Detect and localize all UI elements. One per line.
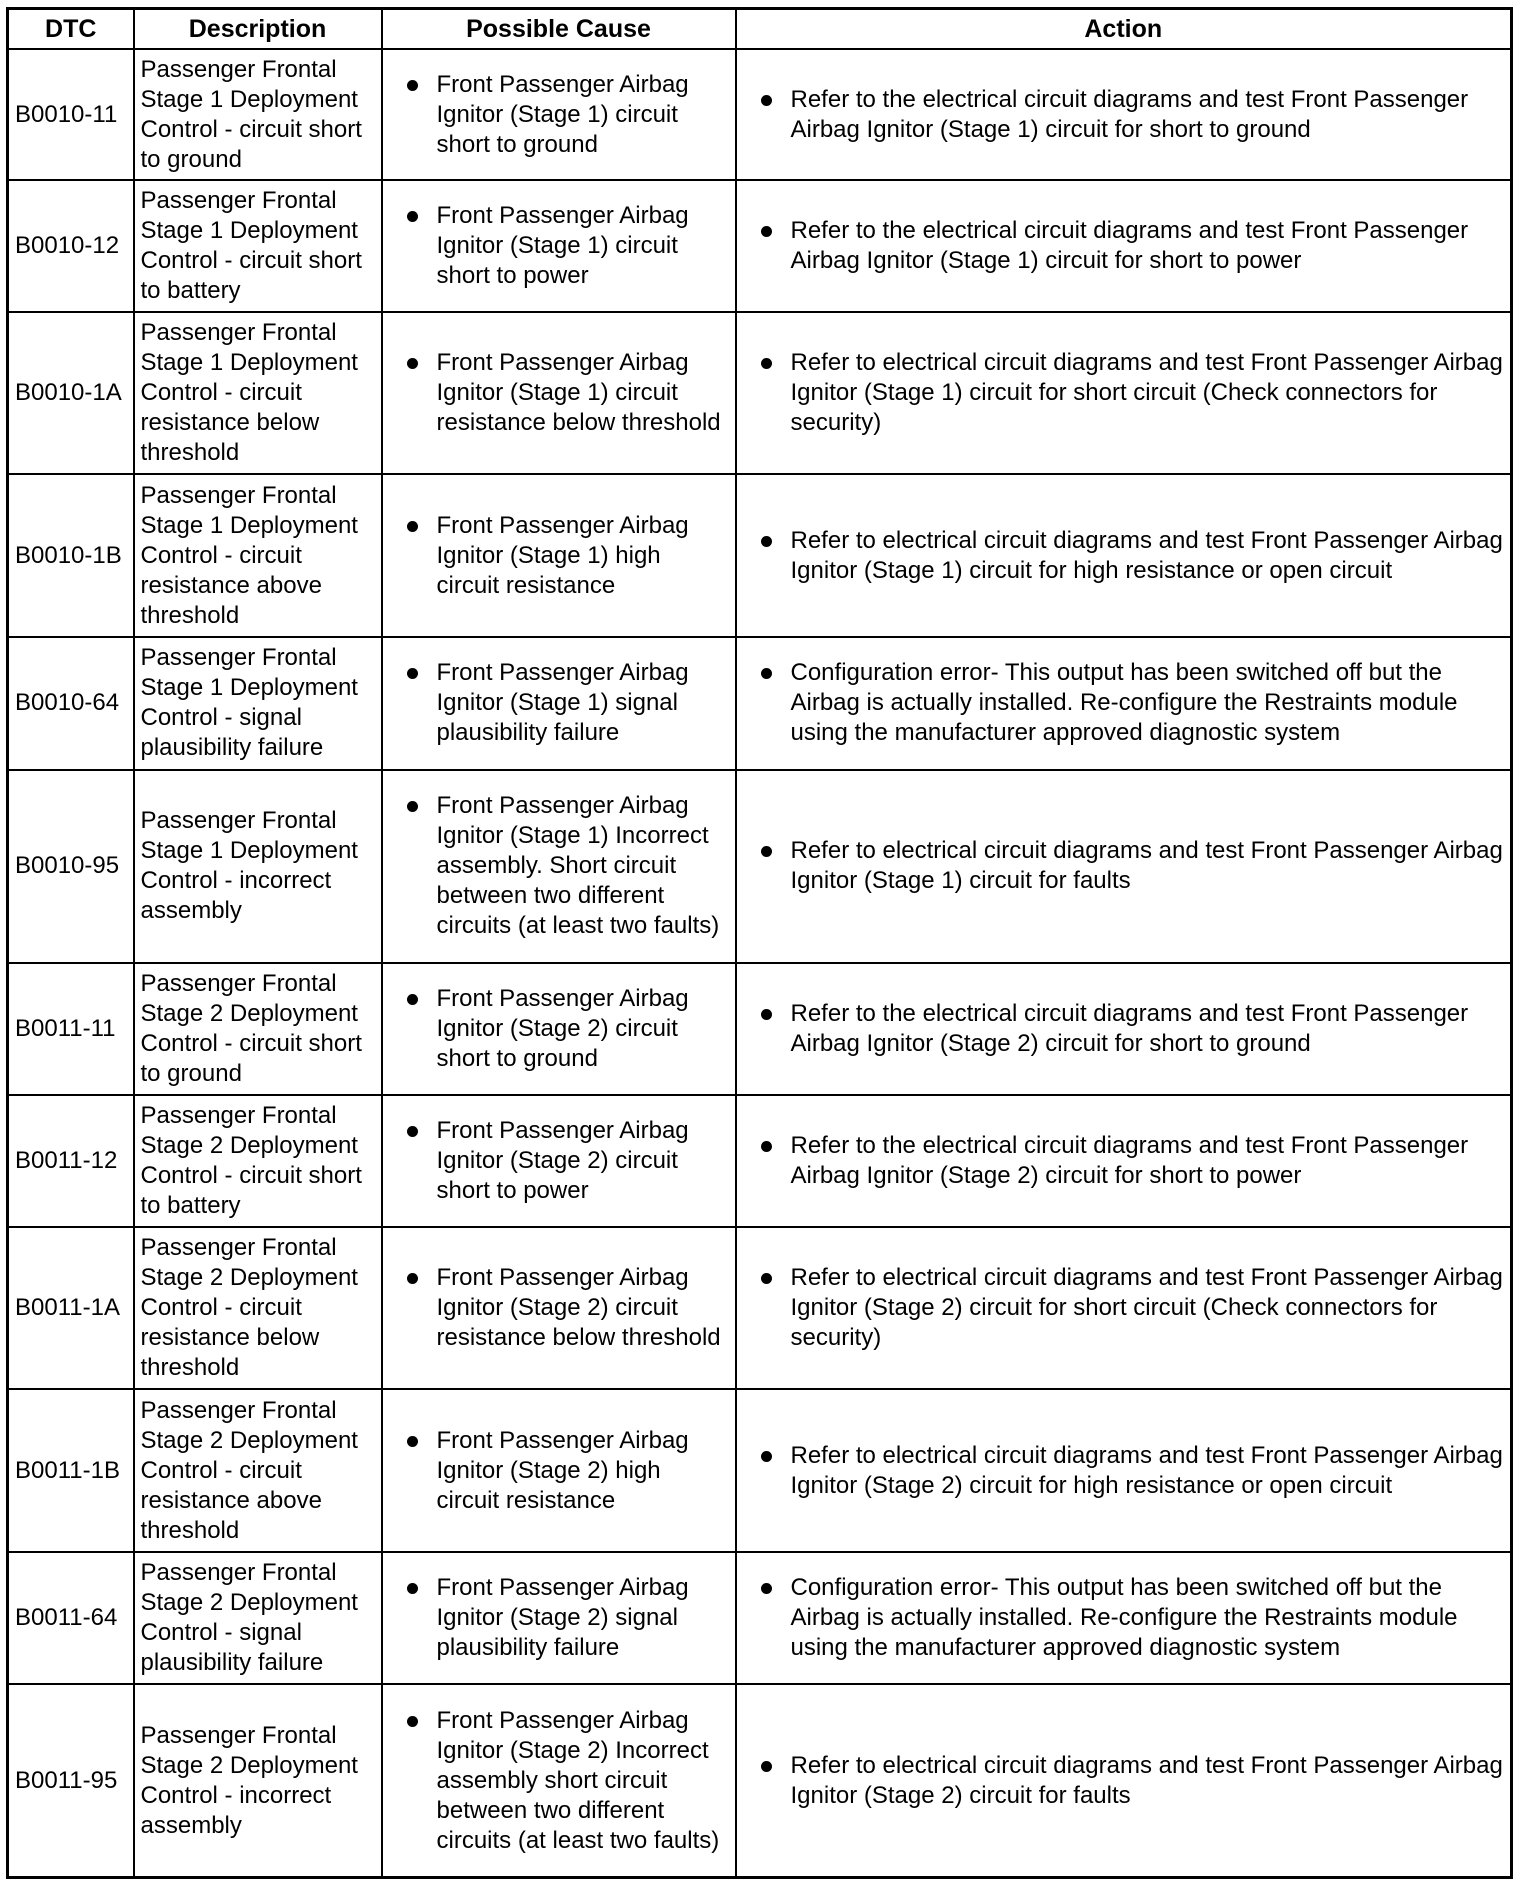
possible-cause-cell [382, 637, 736, 769]
possible-cause-item: Front Passenger Airbag Ignitor (Stage 2) circuit resistance below threshold [389, 1263, 729, 1353]
action-cell [736, 1552, 1512, 1684]
header-action: Action [736, 9, 1512, 50]
action-item: Configuration error- This output has been switched off but the Airbag is actually installed. Re-configure the Restraints module using the manufacturer approved diagnostic system [743, 658, 1505, 748]
action-cell [736, 1227, 1512, 1389]
possible-cause-item: Front Passenger Airbag Ignitor (Stage 1) circuit resistance below threshold [389, 348, 729, 438]
possible-cause-item: Front Passenger Airbag Ignitor (Stage 1) circuit short to power [389, 201, 729, 291]
bullet-list [389, 1426, 729, 1516]
possible-cause-cell [382, 1552, 736, 1684]
bullet-list [743, 836, 1505, 896]
action-cell [736, 770, 1512, 963]
action-item: Refer to the electrical circuit diagrams and test Front Passenger Airbag Ignitor (Stage 2) circuit for short to power [743, 1131, 1505, 1191]
possible-cause-item: Front Passenger Airbag Ignitor (Stage 1) circuit short to ground [389, 70, 729, 160]
dtc-code: B0011-12 [8, 1095, 134, 1227]
possible-cause-cell [382, 1389, 736, 1552]
table-row [8, 637, 1512, 769]
dtc-description: Passenger Frontal Stage 1 Deployment Control - circuit resistance above threshold [134, 474, 382, 637]
dtc-description: Passenger Frontal Stage 1 Deployment Control - circuit short to ground [134, 49, 382, 180]
dtc-code: B0011-11 [8, 963, 134, 1095]
bullet-list [389, 1573, 729, 1663]
bullet-list [389, 658, 729, 748]
bullet-list [389, 201, 729, 291]
header-dtc: DTC [8, 9, 134, 50]
table-row [8, 312, 1512, 474]
bullet-list [743, 658, 1505, 748]
action-item: Refer to the electrical circuit diagrams and test Front Passenger Airbag Ignitor (Stage 1) circuit for short to ground [743, 85, 1505, 145]
action-item: Refer to the electrical circuit diagrams and test Front Passenger Airbag Ignitor (Stage 1) circuit for short to power [743, 216, 1505, 276]
table-row [8, 1095, 1512, 1227]
table-row [8, 1552, 1512, 1684]
possible-cause-item: Front Passenger Airbag Ignitor (Stage 1) high circuit resistance [389, 511, 729, 601]
bullet-list [743, 1751, 1505, 1811]
table-row [8, 49, 1512, 180]
dtc-code: B0011-95 [8, 1684, 134, 1877]
dtc-table [6, 7, 1513, 1879]
possible-cause-cell [382, 180, 736, 312]
possible-cause-cell [382, 1227, 736, 1389]
bullet-list [389, 1263, 729, 1353]
bullet-list [389, 1706, 729, 1856]
action-cell [736, 1095, 1512, 1227]
dtc-code: B0011-64 [8, 1552, 134, 1684]
action-cell [736, 312, 1512, 474]
dtc-code: B0011-1A [8, 1227, 134, 1389]
table-row [8, 770, 1512, 963]
action-item: Refer to the electrical circuit diagrams and test Front Passenger Airbag Ignitor (Stage 2) circuit for short to ground [743, 999, 1505, 1059]
action-item: Refer to electrical circuit diagrams and test Front Passenger Airbag Ignitor (Stage 2) circuit for short circuit (Check connectors for security) [743, 1263, 1505, 1353]
possible-cause-item: Front Passenger Airbag Ignitor (Stage 2) signal plausibility failure [389, 1573, 729, 1663]
action-cell [736, 1389, 1512, 1552]
possible-cause-item: Front Passenger Airbag Ignitor (Stage 2) high circuit resistance [389, 1426, 729, 1516]
dtc-code: B0010-1A [8, 312, 134, 474]
action-item: Refer to electrical circuit diagrams and test Front Passenger Airbag Ignitor (Stage 1) circuit for faults [743, 836, 1505, 896]
action-cell [736, 1684, 1512, 1877]
possible-cause-cell [382, 474, 736, 637]
bullet-list [389, 511, 729, 601]
dtc-description: Passenger Frontal Stage 1 Deployment Control - signal plausibility failure [134, 637, 382, 769]
dtc-code: B0010-95 [8, 770, 134, 963]
bullet-list [389, 984, 729, 1074]
dtc-description: Passenger Frontal Stage 2 Deployment Control - circuit short to ground [134, 963, 382, 1095]
possible-cause-cell [382, 1684, 736, 1877]
dtc-description: Passenger Frontal Stage 2 Deployment Control - incorrect assembly [134, 1684, 382, 1877]
action-item: Refer to electrical circuit diagrams and test Front Passenger Airbag Ignitor (Stage 1) circuit for short circuit (Check connectors for security) [743, 348, 1505, 438]
dtc-description: Passenger Frontal Stage 2 Deployment Control - circuit resistance below threshold [134, 1227, 382, 1389]
bullet-list [743, 216, 1505, 276]
action-item: Refer to electrical circuit diagrams and test Front Passenger Airbag Ignitor (Stage 1) circuit for high resistance or open circuit [743, 526, 1505, 586]
action-cell [736, 49, 1512, 180]
bullet-list [743, 999, 1505, 1059]
action-cell [736, 963, 1512, 1095]
bullet-list [389, 791, 729, 941]
header-description: Description [134, 9, 382, 50]
action-cell [736, 474, 1512, 637]
table-row [8, 1684, 1512, 1877]
action-cell [736, 180, 1512, 312]
action-item: Refer to electrical circuit diagrams and test Front Passenger Airbag Ignitor (Stage 2) circuit for faults [743, 1751, 1505, 1811]
dtc-description: Passenger Frontal Stage 1 Deployment Control - circuit short to battery [134, 180, 382, 312]
action-item: Refer to electrical circuit diagrams and test Front Passenger Airbag Ignitor (Stage 2) circuit for high resistance or open circuit [743, 1441, 1505, 1501]
table-row [8, 474, 1512, 637]
dtc-description: Passenger Frontal Stage 2 Deployment Control - circuit short to battery [134, 1095, 382, 1227]
possible-cause-cell [382, 770, 736, 963]
possible-cause-item: Front Passenger Airbag Ignitor (Stage 1) Incorrect assembly. Short circuit between two different circuits (at least two faults) [389, 791, 729, 941]
table-row [8, 1389, 1512, 1552]
dtc-code: B0010-11 [8, 49, 134, 180]
dtc-code: B0010-64 [8, 637, 134, 769]
dtc-description: Passenger Frontal Stage 1 Deployment Control - circuit resistance below threshold [134, 312, 382, 474]
possible-cause-item: Front Passenger Airbag Ignitor (Stage 2) circuit short to ground [389, 984, 729, 1074]
bullet-list [389, 1116, 729, 1206]
bullet-list [743, 1573, 1505, 1663]
table-row [8, 180, 1512, 312]
dtc-code: B0010-1B [8, 474, 134, 637]
dtc-description: Passenger Frontal Stage 1 Deployment Control - incorrect assembly [134, 770, 382, 963]
bullet-list [743, 1131, 1505, 1191]
possible-cause-cell [382, 1095, 736, 1227]
bullet-list [743, 1263, 1505, 1353]
bullet-list [743, 526, 1505, 586]
possible-cause-item: Front Passenger Airbag Ignitor (Stage 2) Incorrect assembly short circuit between two different circuits (at least two faults) [389, 1706, 729, 1856]
dtc-description: Passenger Frontal Stage 2 Deployment Control - circuit resistance above threshold [134, 1389, 382, 1552]
bullet-list [743, 1441, 1505, 1501]
header-row [8, 9, 1512, 50]
possible-cause-item: Front Passenger Airbag Ignitor (Stage 2) circuit short to power [389, 1116, 729, 1206]
bullet-list [389, 348, 729, 438]
action-cell [736, 637, 1512, 769]
header-possible-cause: Possible Cause [382, 9, 736, 50]
bullet-list [743, 348, 1505, 438]
action-item: Configuration error- This output has been switched off but the Airbag is actually installed. Re-configure the Restraints module using the manufacturer approved diagnostic system [743, 1573, 1505, 1663]
dtc-code: B0010-12 [8, 180, 134, 312]
possible-cause-cell [382, 312, 736, 474]
bullet-list [743, 85, 1505, 145]
dtc-code: B0011-1B [8, 1389, 134, 1552]
possible-cause-item: Front Passenger Airbag Ignitor (Stage 1) signal plausibility failure [389, 658, 729, 748]
table-row [8, 1227, 1512, 1389]
table-row [8, 963, 1512, 1095]
possible-cause-cell [382, 963, 736, 1095]
dtc-description: Passenger Frontal Stage 2 Deployment Control - signal plausibility failure [134, 1552, 382, 1684]
bullet-list [389, 70, 729, 160]
possible-cause-cell [382, 49, 736, 180]
